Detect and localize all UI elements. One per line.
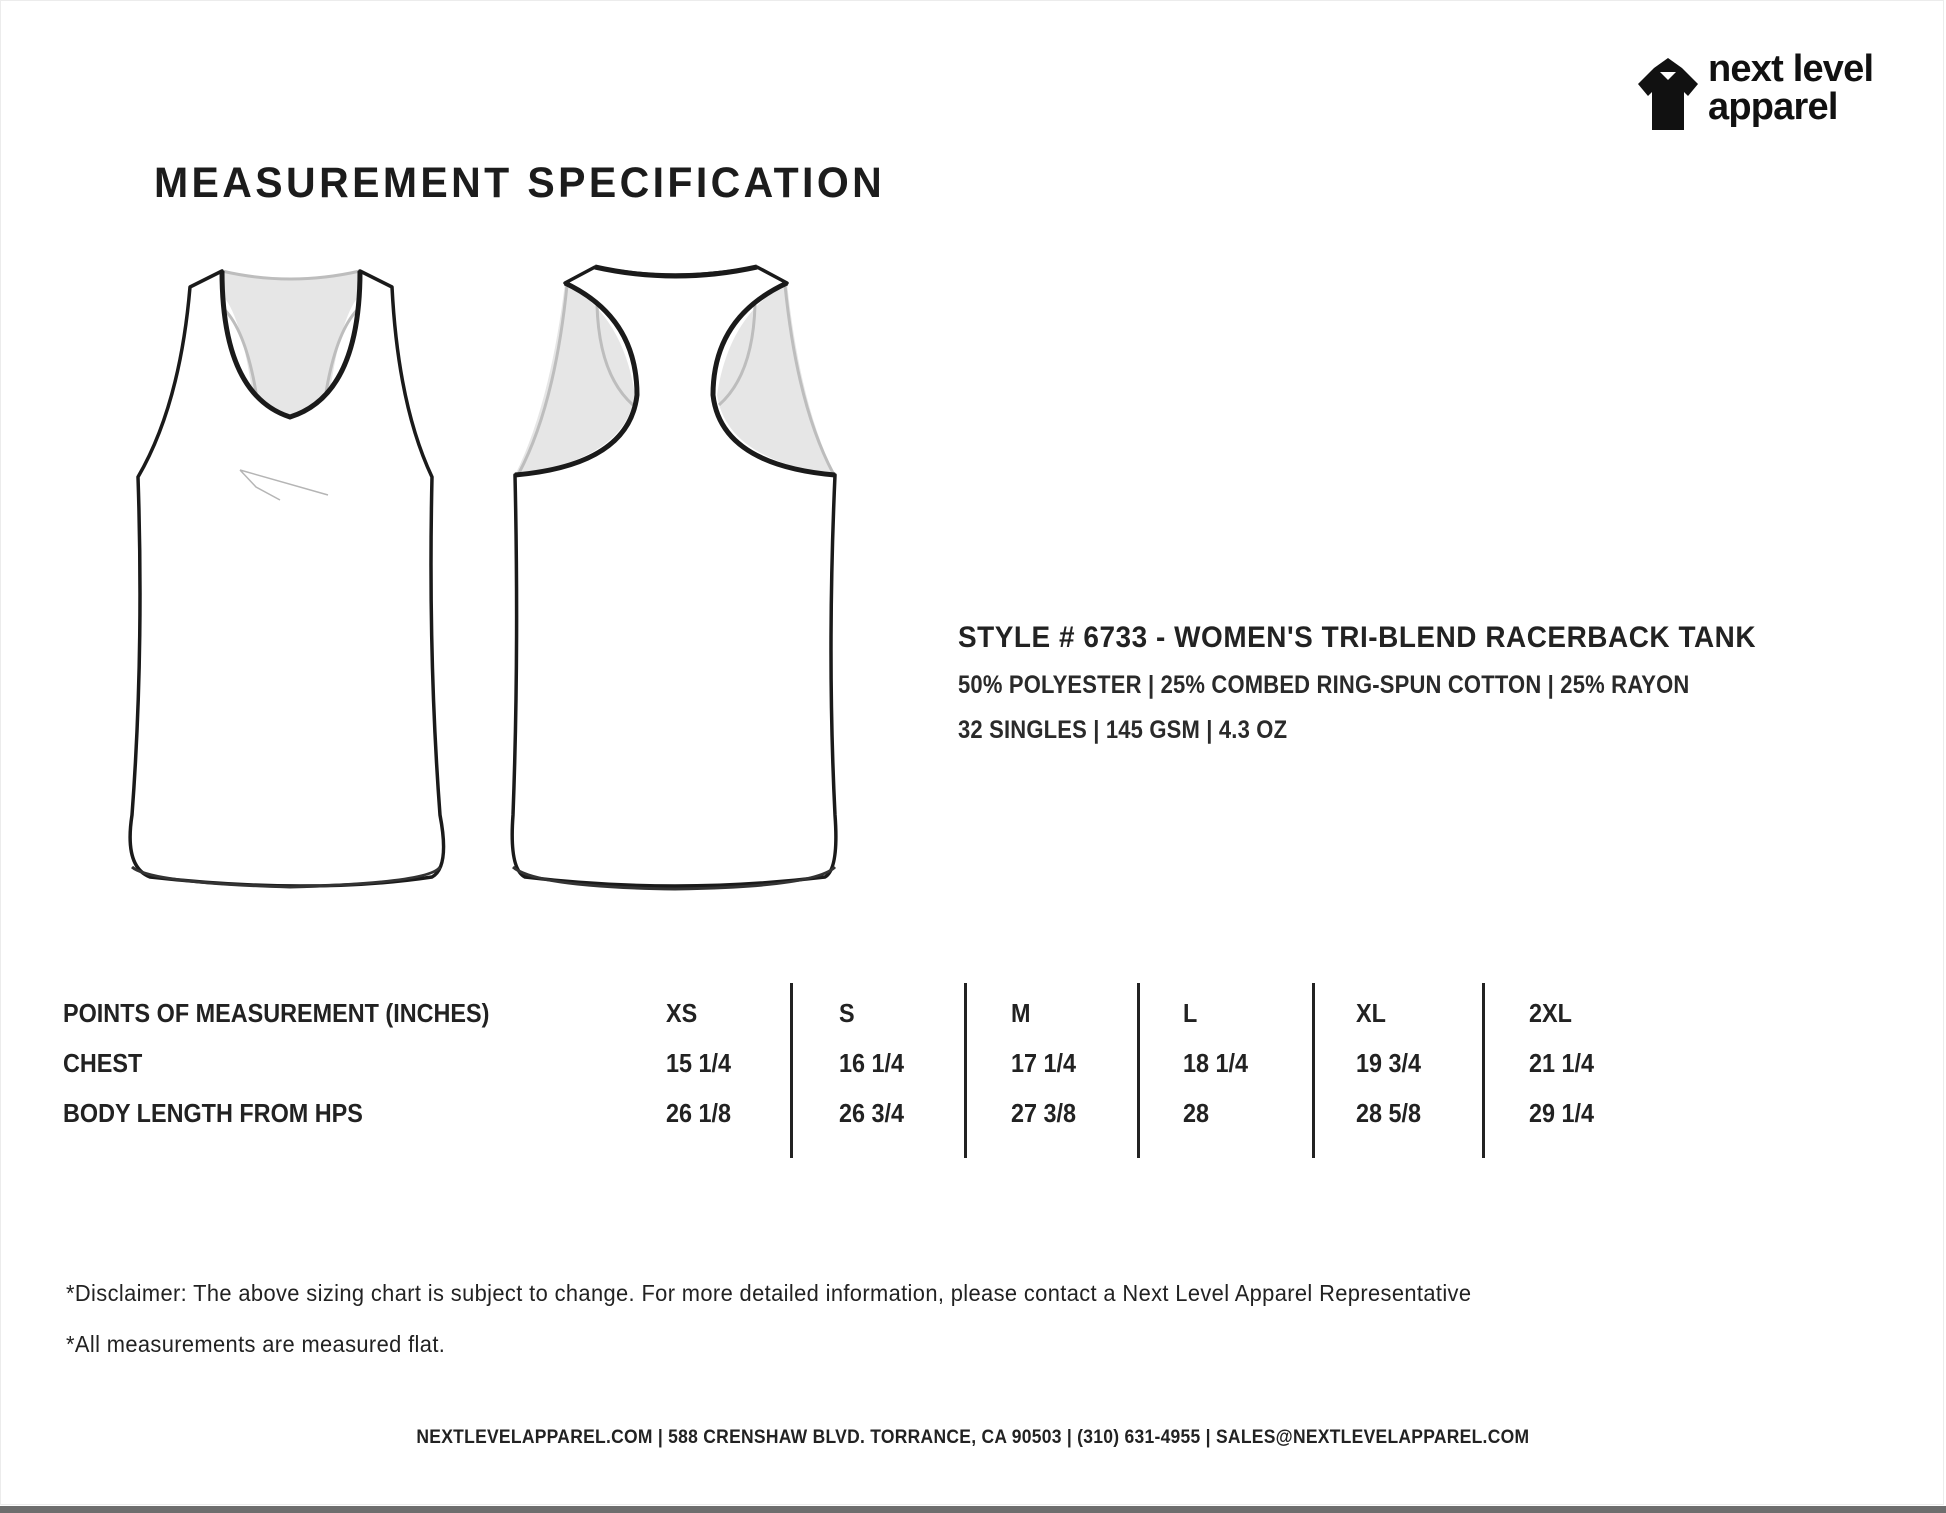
chest-m: 17 1/4: [1011, 1048, 1077, 1078]
chest-l: 18 1/4: [1183, 1048, 1249, 1078]
brand-logo: [1636, 48, 1908, 136]
column-divider: [1137, 983, 1140, 1158]
body-length-xl: 28 5/8: [1356, 1098, 1422, 1128]
body-length-2xl: 29 1/4: [1529, 1098, 1595, 1128]
body-length-s: 26 3/4: [839, 1098, 905, 1128]
column-divider: [790, 983, 793, 1158]
size-header-m: M: [1011, 998, 1031, 1028]
body-length-xs: 26 1/8: [666, 1098, 732, 1128]
row-label-chest: CHEST: [63, 1048, 143, 1078]
chest-2xl: 21 1/4: [1529, 1048, 1595, 1078]
column-divider: [1482, 983, 1485, 1158]
column-divider: [964, 983, 967, 1158]
size-header-l: L: [1183, 998, 1198, 1028]
brand-wordmark: [1708, 50, 1873, 126]
table-header-label: POINTS OF MEASUREMENT (INCHES): [63, 998, 490, 1028]
row-label-body-length: BODY LENGTH FROM HPS: [63, 1098, 363, 1128]
disclaimer-note: *Disclaimer: The above sizing chart is subject to change. For more detailed information, please contact a Next Level Apparel Representative: [66, 1280, 1472, 1306]
size-header-s: S: [839, 998, 855, 1028]
brand-line-2: apparel: [1708, 86, 1838, 128]
chest-xl: 19 3/4: [1356, 1048, 1422, 1078]
brand-line-1: next level: [1708, 48, 1874, 90]
body-length-m: 27 3/8: [1011, 1098, 1077, 1128]
body-length-l: 28: [1183, 1098, 1210, 1128]
measured-flat-note: *All measurements are measured flat.: [66, 1331, 446, 1357]
chest-xs: 15 1/4: [666, 1048, 732, 1078]
column-divider: [1312, 983, 1315, 1158]
page-title: MEASUREMENT SPECIFICATION: [154, 158, 886, 207]
fabric-specs: 32 SINGLES | 145 GSM | 4.3 OZ: [958, 716, 1288, 744]
style-title: STYLE # 6733 - WOMEN'S TRI-BLEND RACERBACK TANK: [958, 621, 1757, 654]
size-header-xl: XL: [1356, 998, 1386, 1028]
tshirt-icon: [1636, 56, 1700, 132]
footer-contact: [0, 1427, 1946, 1449]
bottom-bar: [0, 1506, 1946, 1513]
chest-s: 16 1/4: [839, 1048, 905, 1078]
size-header-xs: XS: [666, 998, 698, 1028]
size-header-2xl: 2XL: [1529, 998, 1572, 1028]
fabric-composition: 50% POLYESTER | 25% COMBED RING-SPUN COTTON | 25% RAYON: [958, 671, 1690, 699]
footer-text: NEXTLEVELAPPAREL.COM | 588 CRENSHAW BLVD. TORRANCE, CA 90503 | (310) 631-4955 | SALES@NEXTLEVELAPPAREL.COM: [416, 1427, 1530, 1448]
front-tank-illustration: [110, 255, 480, 905]
back-tank-illustration: [495, 255, 855, 905]
